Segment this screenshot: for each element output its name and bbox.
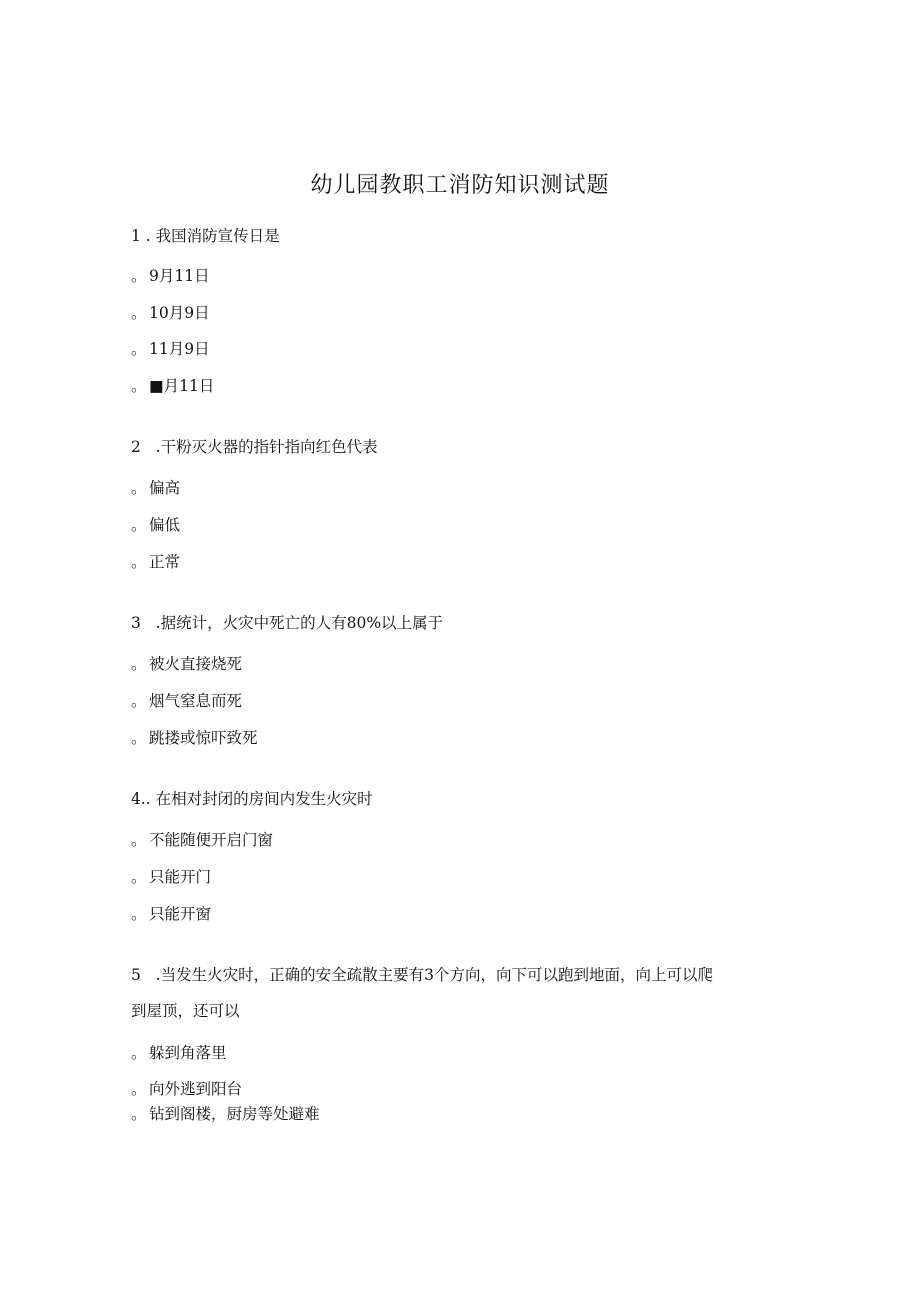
question-text: 据统计，火灾中死亡的人有80%以上属于 xyxy=(160,614,444,632)
option-text: 偏高 xyxy=(149,479,181,497)
option-bullet: 。 xyxy=(131,905,147,923)
option-bullet: 。 xyxy=(131,553,147,571)
option-text: 烟气窒息而死 xyxy=(149,692,243,710)
option-bullet: 。 xyxy=(131,340,147,358)
option-text: 10月9日 xyxy=(149,304,210,322)
option-text: 跳搂或惊吓致死 xyxy=(149,729,258,747)
question-4-option-b xyxy=(131,867,211,887)
question-number: 2 xyxy=(131,438,141,456)
option-text: 向外逃到阳台 xyxy=(149,1080,243,1098)
question-5-option-c xyxy=(131,1104,320,1124)
question-text: 我国消防宣传日是 xyxy=(155,227,280,245)
question-5 xyxy=(131,965,713,985)
option-bullet: 。 xyxy=(131,1105,147,1123)
question-3 xyxy=(131,613,443,633)
question-1-option-c xyxy=(131,339,210,359)
question-3-option-b xyxy=(131,691,242,711)
question-3-option-a xyxy=(131,654,242,674)
option-bullet: 。 xyxy=(131,692,147,710)
option-text: 11月9日 xyxy=(149,340,210,358)
option-text: ■月11日 xyxy=(149,377,215,395)
option-text: 只能开门 xyxy=(149,868,212,886)
option-bullet: 。 xyxy=(131,729,147,747)
option-bullet: 。 xyxy=(131,516,147,534)
question-2-option-a xyxy=(131,478,180,498)
option-text: 偏低 xyxy=(149,516,181,534)
question-1 xyxy=(131,226,280,246)
question-4-option-a xyxy=(131,830,273,850)
option-bullet: 。 xyxy=(131,377,147,395)
question-2 xyxy=(131,437,378,457)
question-separator: . xyxy=(140,227,156,245)
question-2-option-b xyxy=(131,515,180,535)
option-text: 钻到阁楼，厨房等处避难 xyxy=(149,1105,320,1123)
option-text: 9月11日 xyxy=(149,267,210,285)
question-text: 在相对封闭的房间内发生火灾时 xyxy=(155,790,373,808)
option-text: 不能随便开启门窗 xyxy=(149,831,274,849)
question-3-option-c xyxy=(131,728,258,748)
question-number: 1 xyxy=(131,227,141,245)
question-2-option-c xyxy=(131,552,180,572)
question-separator: . xyxy=(140,614,161,632)
question-5-option-a xyxy=(131,1043,227,1063)
option-bullet: 。 xyxy=(131,831,147,849)
option-text: 只能开窗 xyxy=(149,905,212,923)
option-text: 正常 xyxy=(149,553,181,571)
question-number: 3 xyxy=(131,614,141,632)
question-text: 当发生火灾时，正确的安全疏散主要有3个方向，向下可以跑到地面，向上可以爬 xyxy=(160,966,713,984)
option-bullet: 。 xyxy=(131,1044,147,1062)
option-bullet: 。 xyxy=(131,655,147,673)
question-separator: .. xyxy=(140,790,156,808)
option-bullet: 。 xyxy=(131,267,147,285)
document-title: 幼儿园教职工消防知识测试题 xyxy=(310,173,610,198)
question-1-option-d xyxy=(131,376,214,396)
question-number: 4 xyxy=(131,790,141,808)
question-5-continued: 到屋顶，还可以 xyxy=(131,1002,240,1020)
question-1-option-b xyxy=(131,303,210,323)
question-separator: . xyxy=(140,966,161,984)
option-text: 被火直接烧死 xyxy=(149,655,243,673)
option-text: 躲到角落里 xyxy=(149,1044,227,1062)
question-4 xyxy=(131,789,373,809)
question-separator: . xyxy=(140,438,161,456)
option-bullet: 。 xyxy=(131,304,147,322)
question-1-option-a xyxy=(131,266,210,286)
option-bullet: 。 xyxy=(131,1080,147,1098)
option-bullet: 。 xyxy=(131,479,147,497)
question-text: 干粉灭火器的指针指向红色代表 xyxy=(160,438,378,456)
question-4-option-c xyxy=(131,904,211,924)
option-bullet: 。 xyxy=(131,868,147,886)
question-number: 5 xyxy=(131,966,141,984)
question-5-option-b xyxy=(131,1079,242,1099)
